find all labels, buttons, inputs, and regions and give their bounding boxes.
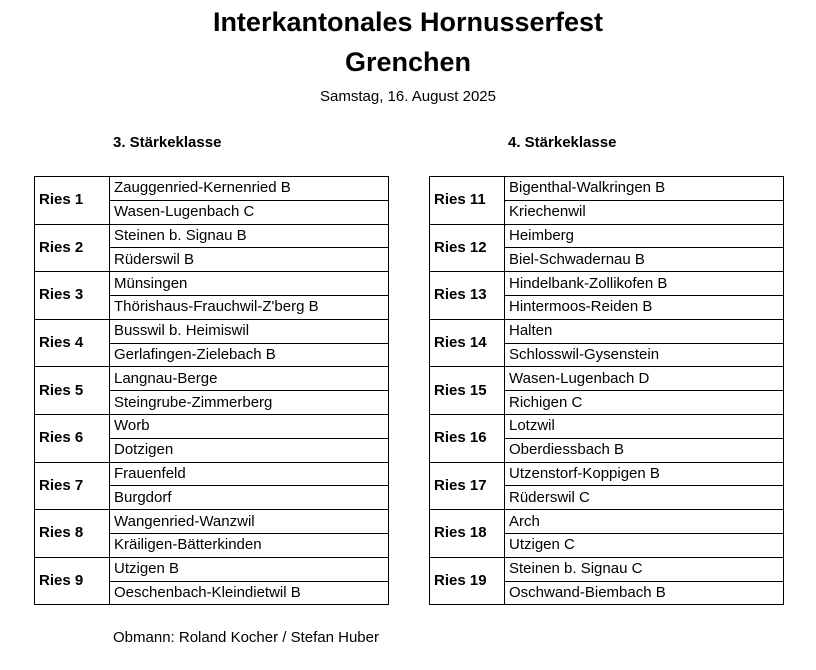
- table-row: [430, 462, 784, 486]
- obmann-footer: Obmann: Roland Kocher / Stefan Huber: [113, 629, 379, 646]
- team-cell: Münsingen: [110, 272, 389, 296]
- team-cell: Biel-Schwadernau B: [505, 248, 784, 272]
- table-row: [35, 557, 389, 581]
- ries-label: Ries 5: [35, 367, 110, 415]
- ries-label: Ries 4: [35, 319, 110, 367]
- table-row: [35, 510, 389, 534]
- table-row: [430, 367, 784, 391]
- team-cell: Arch: [505, 510, 784, 534]
- page-subtitle: Grenchen: [344, 47, 472, 77]
- team-cell: Oberdiessbach B: [505, 438, 784, 462]
- ries-label: Ries 8: [35, 510, 110, 558]
- table-row: [35, 224, 389, 248]
- team-cell: Hindelbank-Zollikofen B: [505, 272, 784, 296]
- team-cell: Steinen b. Signau B: [110, 224, 389, 248]
- ries-label: Ries 18: [430, 510, 505, 558]
- ries-label: Ries 13: [430, 272, 505, 320]
- team-cell: Richigen C: [505, 391, 784, 415]
- team-cell: Rüderswil C: [505, 486, 784, 510]
- team-cell: Kräiligen-Bätterkinden: [110, 533, 389, 557]
- team-cell: Burgdorf: [110, 486, 389, 510]
- table-row: [430, 224, 784, 248]
- team-cell: Schlosswil-Gysenstein: [505, 343, 784, 367]
- team-cell: Worb: [110, 414, 389, 438]
- ries-label: Ries 6: [35, 414, 110, 462]
- class-3-heading: 3. Stärkeklasse: [113, 134, 222, 151]
- table-row: [430, 557, 784, 581]
- ries-label: Ries 19: [430, 557, 505, 605]
- class-4-table: [429, 176, 784, 605]
- team-cell: Bigenthal-Walkringen B: [505, 177, 784, 201]
- table-row: [430, 510, 784, 534]
- table-row: [430, 414, 784, 438]
- ries-label: Ries 17: [430, 462, 505, 510]
- page-title: Interkantonales Hornusserfest: [212, 7, 604, 37]
- team-cell: Rüderswil B: [110, 248, 389, 272]
- team-cell: Utzigen B: [110, 557, 389, 581]
- team-cell: Busswil b. Heimiswil: [110, 319, 389, 343]
- table-row: [35, 272, 389, 296]
- ries-label: Ries 12: [430, 224, 505, 272]
- table-row: [35, 319, 389, 343]
- team-cell: Lotzwil: [505, 414, 784, 438]
- class-4-heading: 4. Stärkeklasse: [508, 134, 617, 151]
- class-3-table: [34, 176, 389, 605]
- team-cell: Wangenried-Wanzwil: [110, 510, 389, 534]
- team-cell: Steingrube-Zimmerberg: [110, 391, 389, 415]
- event-date: Samstag, 16. August 2025: [320, 88, 496, 105]
- table-row: [35, 367, 389, 391]
- team-cell: Utzenstorf-Koppigen B: [505, 462, 784, 486]
- table-row: [430, 319, 784, 343]
- team-cell: Hintermoos-Reiden B: [505, 295, 784, 319]
- team-cell: Utzigen C: [505, 533, 784, 557]
- ries-label: Ries 1: [35, 177, 110, 225]
- team-cell: Wasen-Lugenbach D: [505, 367, 784, 391]
- team-cell: Gerlafingen-Zielebach B: [110, 343, 389, 367]
- team-cell: Langnau-Berge: [110, 367, 389, 391]
- team-cell: Thörishaus-Frauchwil-Z'berg B: [110, 295, 389, 319]
- team-cell: Heimberg: [505, 224, 784, 248]
- table-row: [430, 272, 784, 296]
- team-cell: Wasen-Lugenbach C: [110, 200, 389, 224]
- team-cell: Steinen b. Signau C: [505, 557, 784, 581]
- ries-label: Ries 7: [35, 462, 110, 510]
- team-cell: Oschwand-Biembach B: [505, 581, 784, 605]
- team-cell: Oeschenbach-Kleindietwil B: [110, 581, 389, 605]
- ries-label: Ries 3: [35, 272, 110, 320]
- team-cell: Frauenfeld: [110, 462, 389, 486]
- team-cell: Kriechenwil: [505, 200, 784, 224]
- team-cell: Zauggenried-Kernenried B: [110, 177, 389, 201]
- ries-label: Ries 11: [430, 177, 505, 225]
- table-row: [430, 177, 784, 201]
- table-row: [35, 177, 389, 201]
- ries-label: Ries 2: [35, 224, 110, 272]
- ries-label: Ries 16: [430, 414, 505, 462]
- table-row: [35, 462, 389, 486]
- team-cell: Halten: [505, 319, 784, 343]
- ries-label: Ries 9: [35, 557, 110, 605]
- table-row: [35, 414, 389, 438]
- ries-label: Ries 14: [430, 319, 505, 367]
- ries-label: Ries 15: [430, 367, 505, 415]
- team-cell: Dotzigen: [110, 438, 389, 462]
